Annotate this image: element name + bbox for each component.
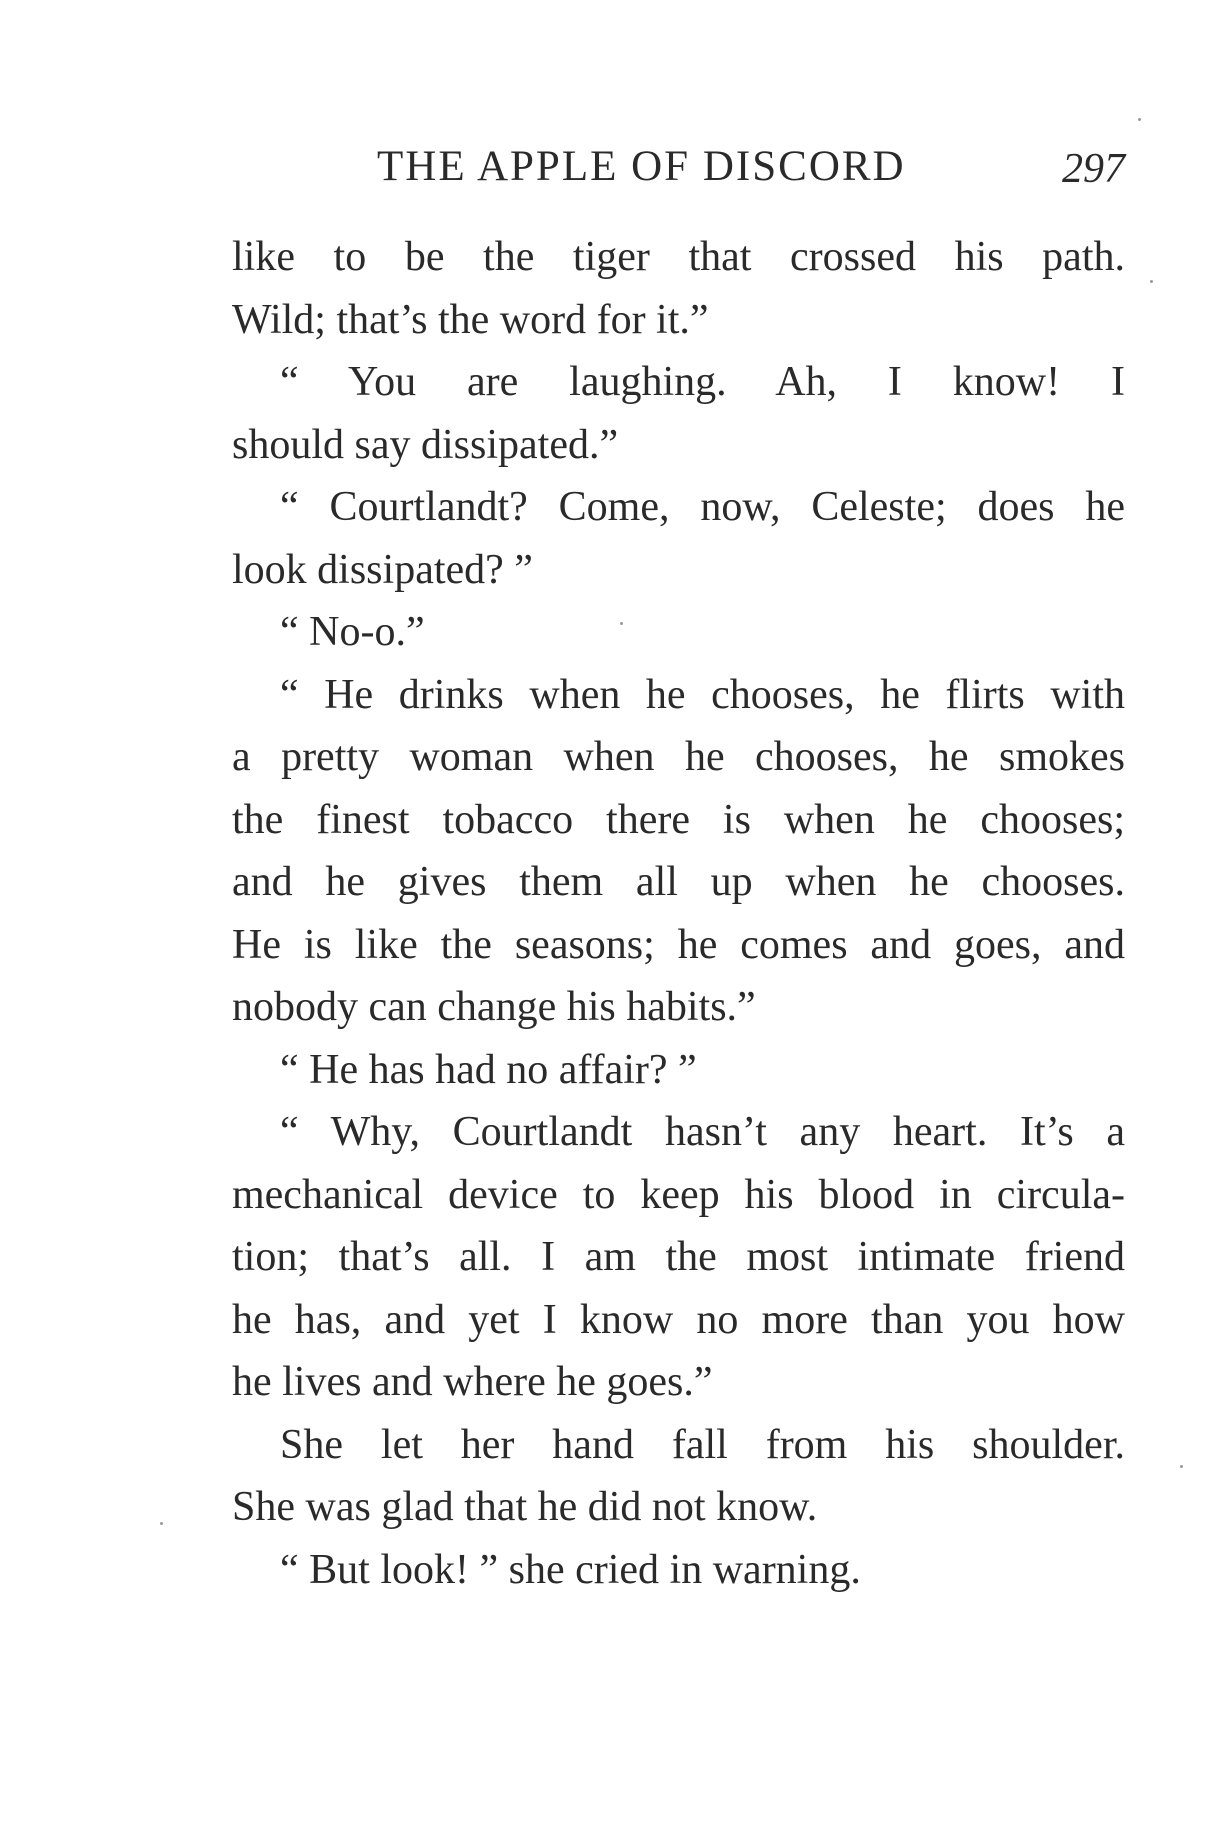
text-line: She was glad that he did not know. — [232, 1484, 818, 1530]
text-line: look dissipated? ” — [232, 546, 533, 593]
text-line: a pretty woman when he chooses, he smokes — [232, 734, 1125, 780]
page-number: 297 — [1062, 146, 1125, 192]
text-line: nobody can change his habits.” — [232, 984, 756, 1030]
running-head — [232, 139, 1125, 195]
text-line: She let her hand fall from his shoulder. — [280, 1421, 1125, 1468]
text-line: “ Why, Courtlandt hasn’t any heart. It’s a — [280, 1109, 1125, 1155]
text-line: should say dissipated.” — [232, 421, 619, 468]
text-line: tion; that’s all. I am the most intimate friend — [232, 1234, 1125, 1280]
text-line: mechanical device to keep his blood in circula- — [232, 1171, 1125, 1218]
text-line: “ He has had no affair? ” — [280, 1046, 697, 1093]
body-text — [232, 226, 1125, 1601]
text-line: like to be the tiger that crossed his path. — [232, 234, 1125, 280]
text-line: “ Courtlandt? Come, now, Celeste; does he — [280, 484, 1125, 530]
text-line: and he gives them all up when he chooses. — [232, 859, 1125, 905]
text-line: he has, and yet I know no more than you how — [232, 1296, 1125, 1343]
text-line: He is like the seasons; he comes and goes, and — [232, 921, 1125, 968]
paper-speck — [160, 1522, 163, 1525]
paper-speck — [1150, 280, 1153, 283]
text-line: “ You are laughing. Ah, I know! I — [280, 359, 1125, 405]
running-title: THE APPLE OF DISCORD — [377, 143, 906, 190]
text-line: “ He drinks when he chooses, he flirts with — [280, 671, 1125, 718]
paper-speck — [620, 622, 623, 625]
text-line: he lives and where he goes.” — [232, 1359, 713, 1405]
text-line: Wild; that’s the word for it.” — [232, 296, 709, 343]
paper-speck — [1138, 118, 1141, 121]
text-line: “ No-o.” — [280, 609, 425, 655]
text-line: “ But look! ” she cried in warning. — [280, 1546, 861, 1593]
text-line: the finest tobacco there is when he chooses; — [232, 796, 1125, 843]
paper-speck — [1180, 1465, 1183, 1468]
